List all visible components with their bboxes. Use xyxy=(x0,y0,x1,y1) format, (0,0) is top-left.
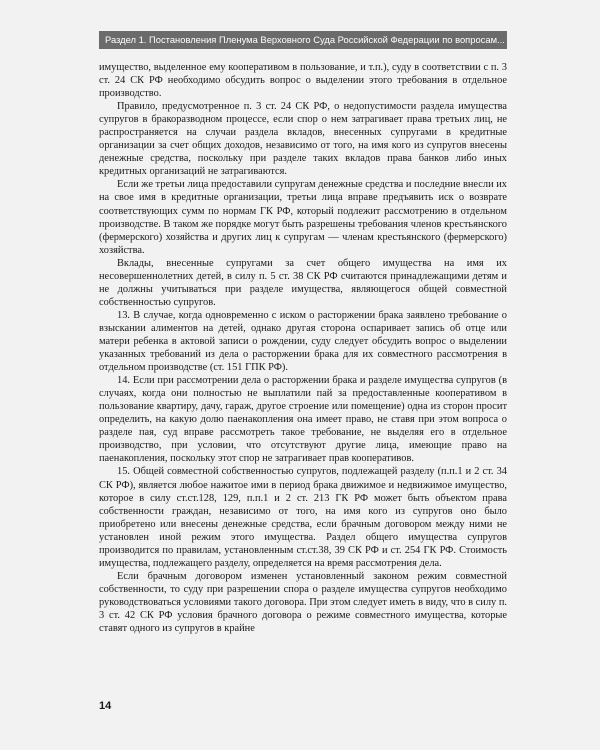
running-header xyxy=(99,31,507,49)
paragraph: Вклады, внесенные супругами за счет общего имущества на имя их несовершеннолетних детей, в силу п. 5 ст. 38 СК РФ считаются принадлежащими детям и не должны учитываться при разделе имущества, являющегося общей совместной собственностью супругов. xyxy=(99,257,507,308)
paragraph: Если же третьи лица предоставили супругам денежные средства и последние внесли их на свое имя в кредитные организации, третьи лица вправе предъявить иск о возврате соответствующих сумм по нормам ГК РФ, который подлежит рассмотрению в отдельном производстве. В таком же порядке могут быть разрешены требования членов крестьянского (фермерского) хозяйства и других лиц к супругам — членам крестьянского (фермерского) хозяйства. xyxy=(99,179,507,256)
paragraph: Если брачным договором изменен установленный законом режим совместной собственности, то суду при разрешении спора о разделе имущества супругов необходимо руководствоваться условиями такого договора. При этом следует иметь в виду, что в силу п. 3 ст. 42 СК РФ условия брачного договора о режиме совместного имущества, которые ставят одного из супругов в крайне xyxy=(99,570,507,635)
paragraph: Правило, предусмотренное п. 3 ст. 24 СК РФ, о недопустимости раздела имущества супругов в бракоразводном процессе, если спор о нем затрагивает права третьих лиц, не распространяется на случаи раздела вкладов, внесенных супругами в кредитные организации за счет общих доходов, независимо от того, на имя кого из супругов внесены денежные средства, поскольку при разделе таких вкладов права банков либо иных кредитных организаций не затрагиваются. xyxy=(99,101,507,178)
page-number: 14 xyxy=(99,700,112,712)
paragraph: 15. Общей совместной собственностью супругов, подлежащей разделу (п.п.1 и 2 ст. 34 СК РФ), является любое нажитое ими в период брака движимое и недвижимое имущество, которое в силу ст.ст.128, 129, п.п.1 и 2 ст. 213 ГК РФ может быть объектом права собственности граждан, независимо от того, на имя кого из супругов оно было приобретено или внесены денежные средства, если брачным договором между ними не установлен иной режим этого имущества. Раздел общего имущества супругов производится по правилам, установленным ст.ст.38, 39 СК РФ и ст. 254 ГК РФ. Стоимость имущества, подлежащего разделу, определяется на время рассмотрения дела. xyxy=(99,466,507,569)
running-title: Раздел 1. Постановления Пленума Верховного Суда Российской Федерации по вопросам... xyxy=(105,34,505,45)
body-text xyxy=(99,61,507,635)
paragraph: имущество, выделенное ему кооперативом в пользование, и т.п.), суду в соответствии с п. 3 ст. 24 СК РФ необходимо обсудить вопрос о выделении этого требования в отдельное производство. xyxy=(99,62,507,100)
paragraph: 14. Если при рассмотрении дела о расторжении брака и разделе имущества супругов (в случаях, когда они полностью не выплатили пай за предоставленные кооперативом в пользование квартиру, дачу, гараж, другое строение или помещение) одна из сторон просит определить, на какую долю паенакопления она имеет право, не ставя при этом вопроса о разделе пая, суд вправе рассмотреть такое требование, не выделяя его в отдельное производство, при условии, что отсутствуют другие лица, имеющие право на паенакопления, поскольку этот спор не затрагивает прав кооперативов. xyxy=(99,375,507,465)
paragraph: 13. В случае, когда одновременно с иском о расторжении брака заявлено требование о взыскании алиментов на детей, однако другая сторона оспаривает запись об отце или матери ребенка в актовой записи о рождении, суду следует обсудить вопрос о выделении указанных требований из дела о расторжении брака для их совместного рассмотрения в отдельном производстве (ст. 151 ГПК РФ). xyxy=(99,309,507,374)
